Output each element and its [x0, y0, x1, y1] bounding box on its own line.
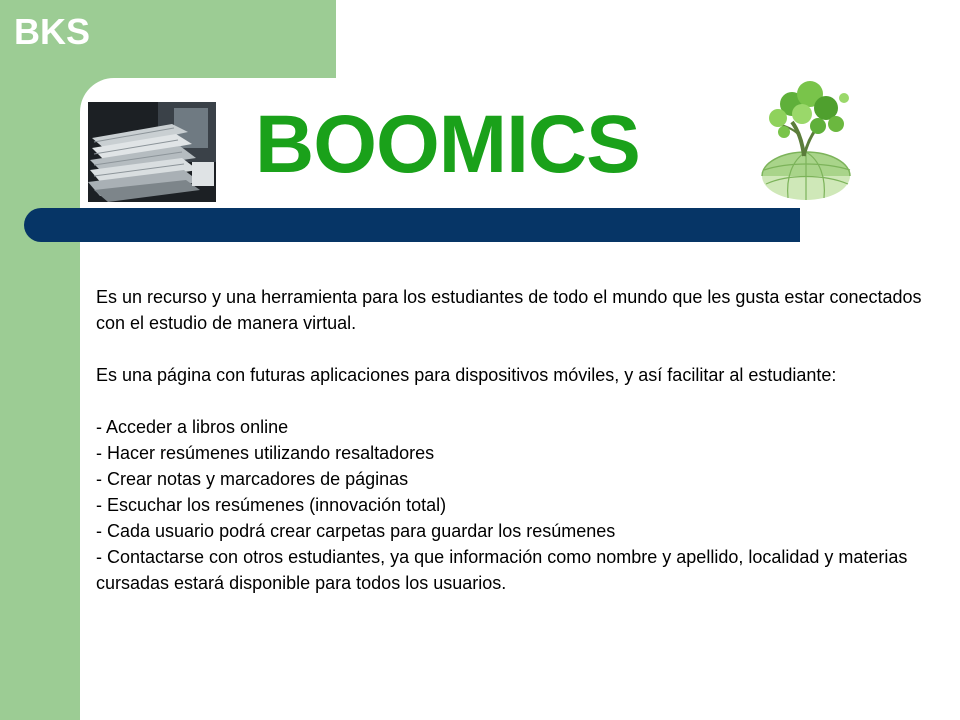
tree-globe-icon [752, 78, 860, 200]
purpose-paragraph: Es una página con futuras aplicaciones para dispositivos móviles, y así facilitar al estudiante: [96, 365, 837, 385]
body-text [96, 284, 926, 596]
feature-item: - Cada usuario podrá crear carpetas para guardar los resúmenes [96, 521, 616, 541]
intro-paragraph: Es un recurso y una herramienta para los estudiantes de todo el mundo que les gusta estar conectados con el estudio de manera virtual. [96, 287, 922, 333]
feature-item: - Contactarse con otros estudiantes, ya que información como nombre y apellido, localidad y materias cursadas estará disponible para todos los usuarios. [96, 547, 908, 593]
feature-item: - Crear notas y marcadores de páginas [96, 469, 409, 489]
feature-item: - Acceder a libros online [96, 417, 289, 437]
feature-item: - Hacer resúmenes utilizando resaltadores [96, 443, 435, 463]
slide-title: BOOMICS [255, 99, 640, 190]
stacked-papers-photo [88, 102, 216, 202]
brand-label: BKS [14, 11, 91, 52]
feature-item: - Escuchar los resúmenes (innovación total) [96, 495, 447, 515]
feature-list [96, 414, 926, 596]
title-divider-bar [24, 208, 800, 242]
